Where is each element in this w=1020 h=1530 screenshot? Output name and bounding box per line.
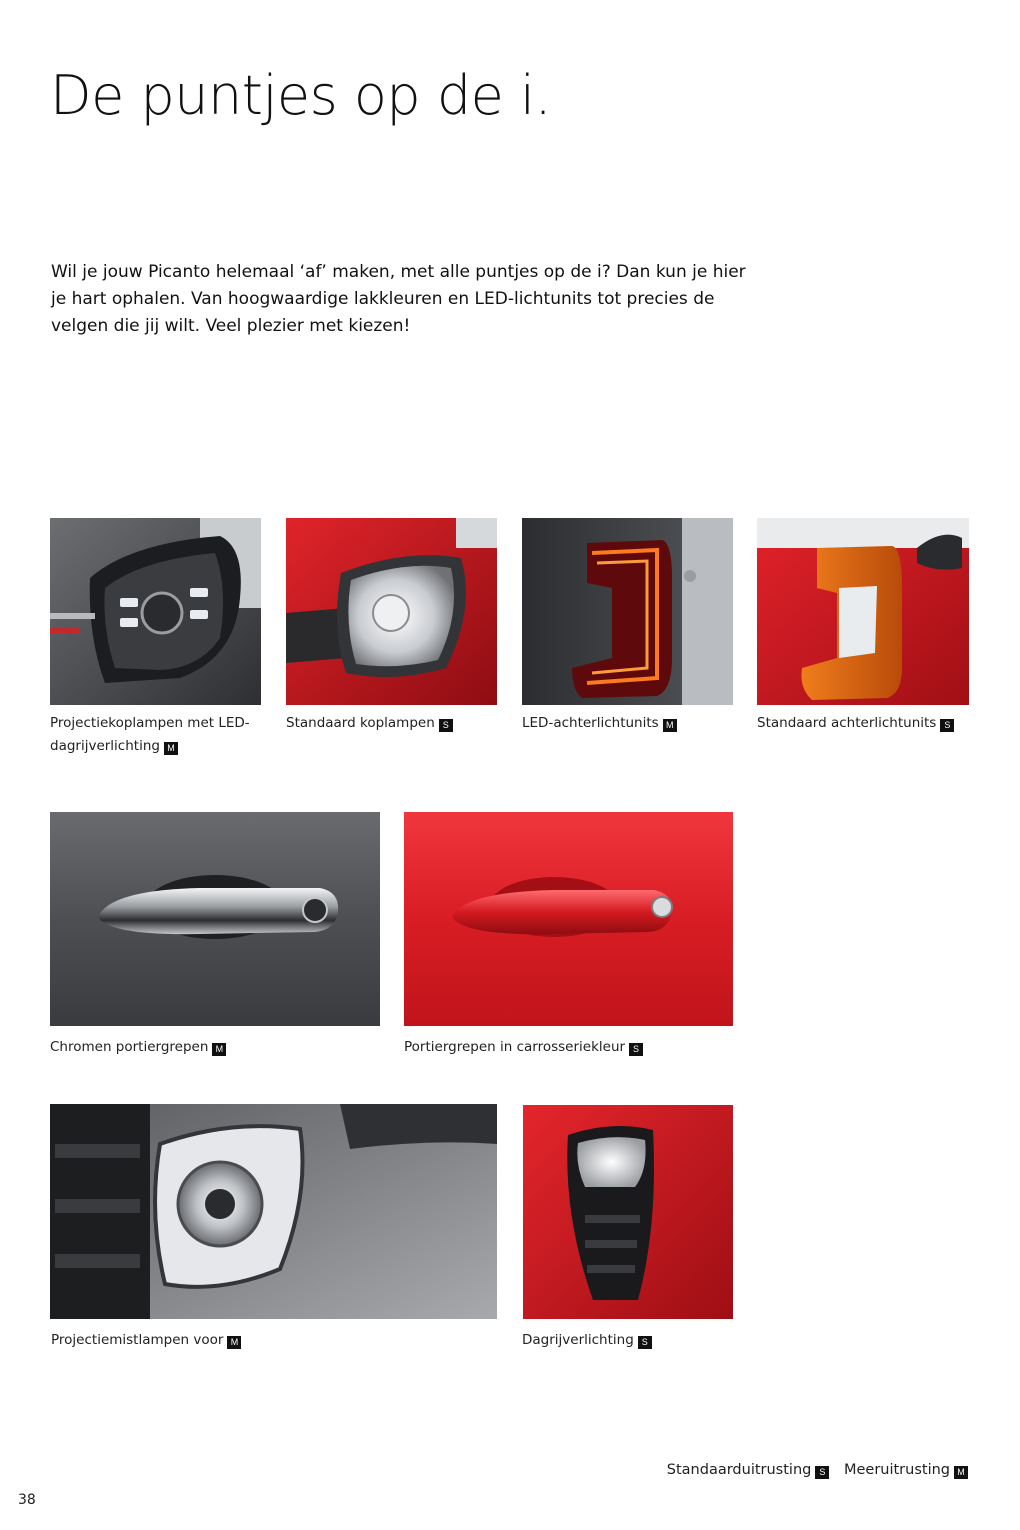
photo-chrome-door-handle [50,812,380,1026]
caption-body-color-door-handle: Portiergrepen in carrosseriekleur S [404,1036,744,1059]
page-number: 38 [18,1492,36,1508]
photo-projection-fog-lamps [50,1104,497,1319]
photo-standard-headlamp [286,518,497,705]
caption-projection-headlamp: Projectiekoplampen met LED-dagrijverlichting M [50,715,250,754]
photo-led-taillight [522,518,733,705]
photo-projection-headlamp [50,518,261,705]
badge-m: M [212,1043,226,1056]
legend-optional-badge: M [954,1466,968,1479]
badge-m: M [663,719,677,732]
caption-daytime-running-lights: Dagrijverlichting S [522,1329,742,1352]
badge-m: M [164,742,178,755]
badge-s: S [439,719,453,732]
badge-s: S [629,1043,643,1056]
photo-standard-taillight [757,518,969,705]
photo-body-color-door-handle [404,812,733,1026]
legend-standard-badge: S [815,1466,829,1479]
intro-paragraph: Wil je jouw Picanto helemaal ‘af’ maken, met alle puntjes op de i? Dan kun je hier je hart ophalen. Van hoogwaardige lakkleuren en LED-lichtunits tot precies de velgen die jij wilt. Veel plezier met kiezen! [51,262,746,336]
page-title: De puntjes op de i. [50,64,552,127]
caption-standard-taillight: Standaard achterlichtunits S [757,712,987,735]
photo-daytime-running-lights [523,1105,733,1319]
legend-optional-label: Meeruitrusting [843,1462,950,1478]
caption-standard-headlamp: Standaard koplampen S [286,712,501,735]
legend-standard-label: Standaarduitrusting [666,1462,812,1478]
badge-s: S [940,719,954,732]
badge-m: M [227,1336,241,1349]
equipment-legend [667,1462,968,1479]
caption-projection-fog-lamps: Projectiemistlampen voor M [51,1329,501,1352]
caption-chrome-door-handle: Chromen portiergrepen M [50,1036,390,1059]
badge-s: S [638,1336,652,1349]
caption-led-taillight: LED-achterlichtunits M [522,712,737,735]
